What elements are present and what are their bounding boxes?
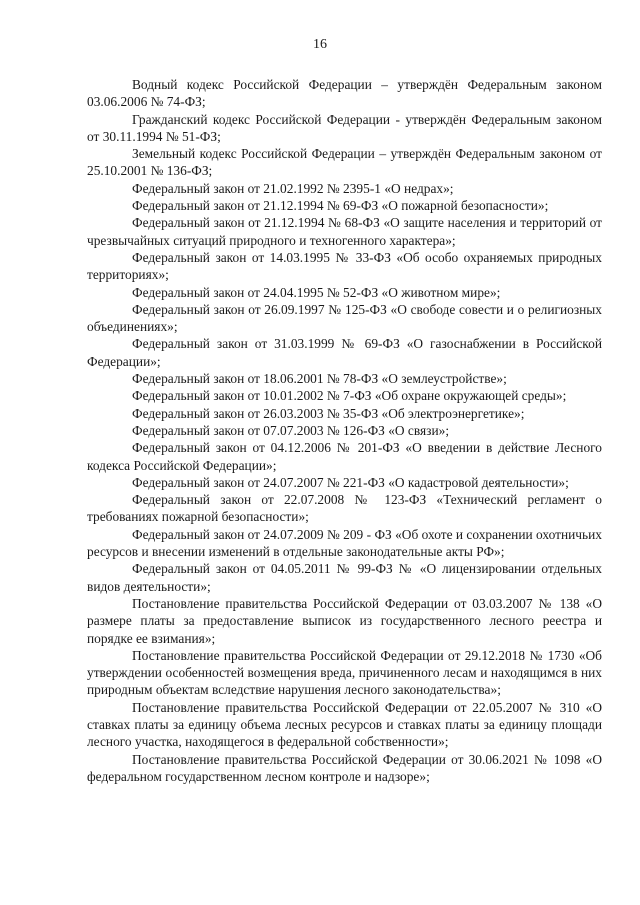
paragraph: Федеральный закон от 10.01.2002 № 7-ФЗ «Об охране окружающей среды»; [132, 388, 567, 404]
paragraph: Постановление правительства Российской Федерации от 29.12.2018 № 1730 «Об утверждении особенностей возмещения вреда, причиненного лесам и находящимся в них природным объектам вследствие нарушения лесного законодательства»; [87, 647, 602, 698]
paragraph: Федеральный закон от 24.07.2007 № 221-ФЗ «О кадастровой деятельности»; [132, 474, 569, 490]
paragraph: Федеральный закон от 31.03.1999 № 69-ФЗ «О газоснабжении в Российской Федерации»; [87, 336, 602, 369]
paragraph: Федеральный закон от 18.06.2001 № 78-ФЗ «О землеустройстве»; [132, 371, 507, 387]
paragraph: Федеральный закон от 22.07.2008 № 123-ФЗ «Технический регламент о требованиях пожарной безопасности»; [87, 492, 602, 525]
paragraph: Федеральный закон от 24.07.2009 № 209 - ФЗ «Об охоте и сохранении охотничьих ресурсов и внесении изменений в отдельные законодательные акты РФ»; [87, 526, 602, 560]
paragraph: Постановление правительства Российской Федерации от 22.05.2007 № 310 «О ставках платы за единицу объема лесных ресурсов и ставках платы за единицу площади лесного участка, находящегося в федеральной собственности»; [87, 699, 602, 750]
paragraph: Водный кодекс Российской Федерации – утверждён Федеральным законом 03.06.2006 № 74-ФЗ; [87, 77, 602, 110]
paragraph: Федеральный закон от 26.03.2003 № 35-ФЗ «Об электроэнергетике»; [132, 405, 525, 421]
paragraph: Федеральный закон от 26.09.1997 № 125-ФЗ «О свободе совести и о религиозных объединениях»; [87, 301, 602, 335]
paragraph: Федеральный закон от 14.03.1995 № 33-ФЗ «Об особо охраняемых природных территориях»; [87, 249, 602, 283]
paragraph: Гражданский кодекс Российской Федерации - утверждён Федеральным законом от 30.11.1994 № 51-ФЗ; [87, 111, 602, 144]
paragraph: Федеральный закон от 04.12.2006 № 201-ФЗ «О введении в действие Лесного кодекса Российской Федерации»; [87, 440, 602, 473]
paragraph: Федеральный закон от 21.12.1994 № 68-ФЗ «О защите населения и территорий от чрезвычайных ситуаций природного и техногенного характера»; [87, 215, 602, 248]
paragraph: Постановление правительства Российской Федерации от 30.06.2021 № 1098 «О федеральном государственном лесном контроле и надзоре»; [87, 751, 602, 784]
paragraph: Федеральный закон от 04.05.2011 № 99-ФЗ № «О лицензировании отдельных видов деятельности»; [87, 561, 602, 594]
paragraph: Постановление правительства Российской Федерации от 03.03.2007 № 138 «О размере платы за предоставление выписок из государственного лесного реестра и порядке ее взимания»; [87, 595, 602, 646]
paragraph: Федеральный закон от 21.12.1994 № 69-ФЗ «О пожарной безопасности»; [132, 198, 549, 214]
page-number: 16 [313, 37, 327, 52]
paragraph: Земельный кодекс Российской Федерации – утверждён Федеральным законом от 25.10.2001 № 136-ФЗ; [87, 146, 602, 179]
paragraph: Федеральный закон от 21.02.1992 № 2395-1 «О недрах»; [132, 180, 454, 196]
paragraph: Федеральный закон от 07.07.2003 № 126-ФЗ «О связи»; [132, 422, 450, 438]
paragraph: Федеральный закон от 24.04.1995 № 52-ФЗ «О животном мире»; [132, 284, 501, 300]
legal-acts-list [87, 76, 602, 785]
